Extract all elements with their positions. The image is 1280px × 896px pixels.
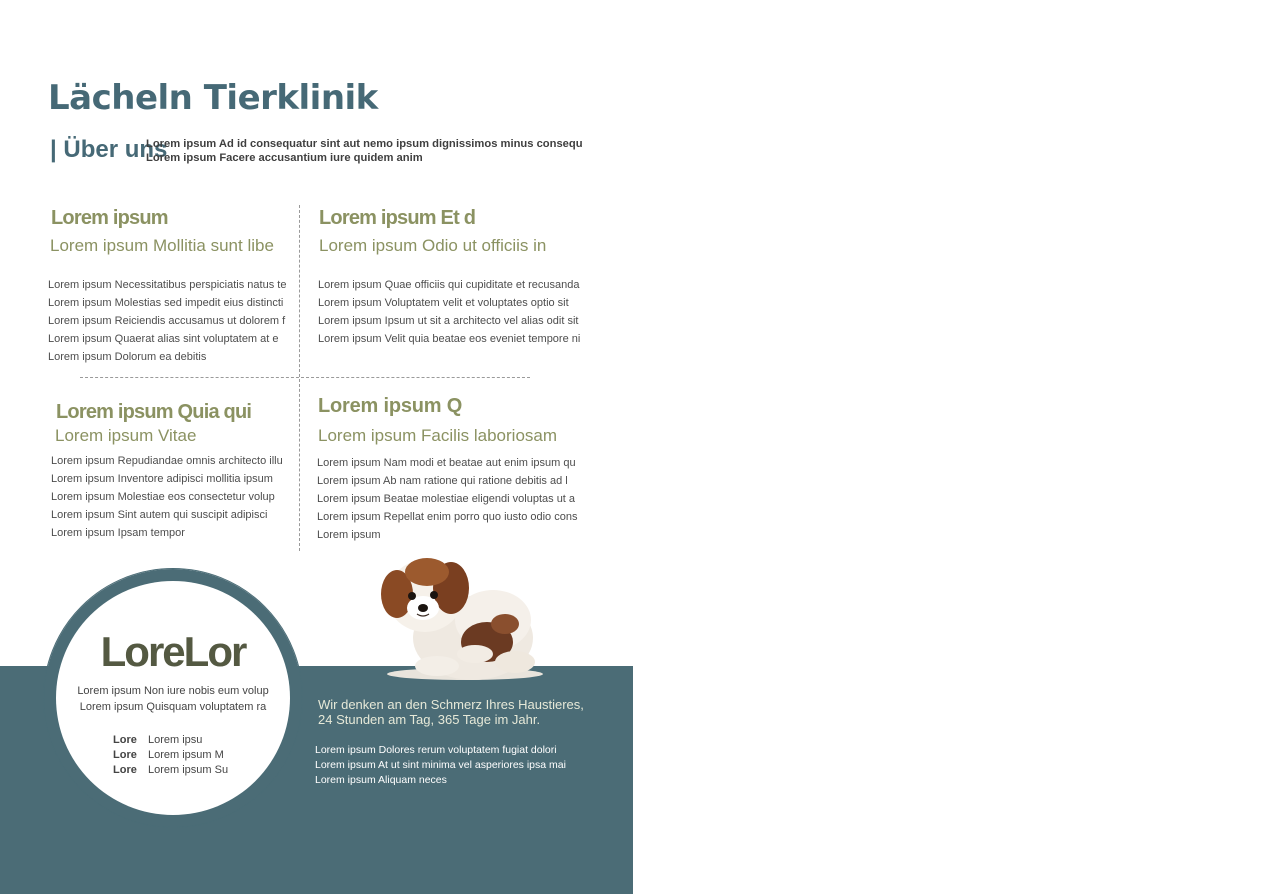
circle-title: LoreLor	[100, 628, 246, 675]
body-line: Lorem ipsum Sint autem qui suscipit adipisci	[51, 509, 268, 521]
body-line: Lorem ipsum Reiciendis accusamus ut dolorem f	[48, 315, 286, 327]
about-heading: | Über uns	[50, 136, 168, 163]
body-line: Lorem ipsum Inventore adipisci mollitia ipsum	[51, 473, 273, 485]
slogan-line: 24 Stunden am Tag, 365 Tage im Jahr.	[318, 712, 541, 727]
info-value: Lorem ipsum Su	[148, 764, 229, 776]
brochure-page	[0, 0, 633, 896]
intro-line: Lorem ipsum Facere accusantium iure quidem anim	[146, 152, 423, 164]
body-line: Lorem ipsum Ipsam tempor	[51, 527, 185, 539]
section-title: Lorem ipsum	[51, 207, 168, 229]
info-value: Lorem ipsu	[148, 734, 203, 746]
body-line: Lorem ipsum	[317, 529, 381, 541]
info-label: Lore	[113, 764, 137, 776]
row-divider	[80, 377, 530, 378]
section-body	[317, 454, 582, 544]
band-text-line: Lorem ipsum Aliquam neces	[315, 774, 447, 786]
body-line: Lorem ipsum Beatae molestiae eligendi voluptas ut a	[317, 493, 576, 505]
body-line: Lorem ipsum Molestias sed impedit eius distincti	[48, 297, 284, 309]
body-line: Lorem ipsum Nam modi et beatae aut enim ipsum qu	[317, 457, 576, 469]
info-row	[113, 749, 224, 761]
intro-line: Lorem ipsum Ad id consequatur sint aut nemo ipsum dignissimos minus consequ	[146, 138, 583, 150]
info-label: Lore	[113, 734, 137, 746]
body-line: Lorem ipsum Quae officiis qui cupiditate et recusanda	[318, 279, 580, 291]
column-divider	[299, 205, 300, 551]
section-title: Lorem ipsum Et d	[319, 207, 476, 229]
section-subtitle: Lorem ipsum Vitae	[55, 426, 197, 445]
about-intro	[146, 137, 586, 165]
section-subtitle: Lorem ipsum Odio ut officiis in	[319, 236, 547, 255]
body-line: Lorem ipsum Repellat enim porro quo iusto odio cons	[317, 511, 578, 523]
info-label: Lore	[113, 749, 137, 761]
band-text-line: Lorem ipsum Dolores rerum voluptatem fugiat dolori	[315, 744, 557, 756]
slogan	[318, 697, 584, 727]
section-subtitle: Lorem ipsum Mollitia sunt libe	[50, 236, 274, 255]
brand-title: Lächeln Tierklinik	[48, 78, 378, 118]
body-line: Lorem ipsum Repudiandae omnis architecto illu	[51, 455, 283, 467]
body-line: Lorem ipsum Necessitatibus perspiciatis natus te	[48, 279, 287, 291]
slogan-line: Wir denken an den Schmerz Ihres Haustieres,	[318, 697, 584, 712]
info-row	[113, 734, 202, 746]
section-body	[318, 276, 583, 348]
circle-text	[62, 683, 284, 715]
section-title: Lorem ipsum Q	[318, 395, 463, 417]
band-text	[315, 743, 566, 788]
body-line: Lorem ipsum Quaerat alias sint voluptatem at e	[48, 333, 279, 345]
section-body	[51, 452, 291, 542]
section-subtitle: Lorem ipsum Facilis laboriosam	[318, 426, 558, 445]
info-value: Lorem ipsum M	[148, 749, 224, 761]
body-line: Lorem ipsum Velit quia beatae eos eveniet tempore ni	[318, 333, 581, 345]
circle-text-line: Lorem ipsum Non iure nobis eum volup	[77, 685, 269, 697]
body-line: Lorem ipsum Molestiae eos consectetur volup	[51, 491, 275, 503]
body-line: Lorem ipsum Voluptatem velit et voluptates optio sit	[318, 297, 569, 309]
body-line: Lorem ipsum Ipsum ut sit a architecto vel alias odit sit	[318, 315, 579, 327]
section-body	[48, 276, 288, 366]
band-text-line: Lorem ipsum At ut sint minima vel asperiores ipsa mai	[315, 759, 566, 771]
info-row	[113, 764, 228, 776]
puppy-image	[365, 550, 545, 682]
body-line: Lorem ipsum Dolorum ea debitis	[48, 351, 207, 363]
section-title: Lorem ipsum Quia qui	[56, 401, 252, 423]
circle-text-line: Lorem ipsum Quisquam voluptatem ra	[79, 701, 267, 713]
body-line: Lorem ipsum Ab nam ratione qui ratione debitis ad l	[317, 475, 568, 487]
